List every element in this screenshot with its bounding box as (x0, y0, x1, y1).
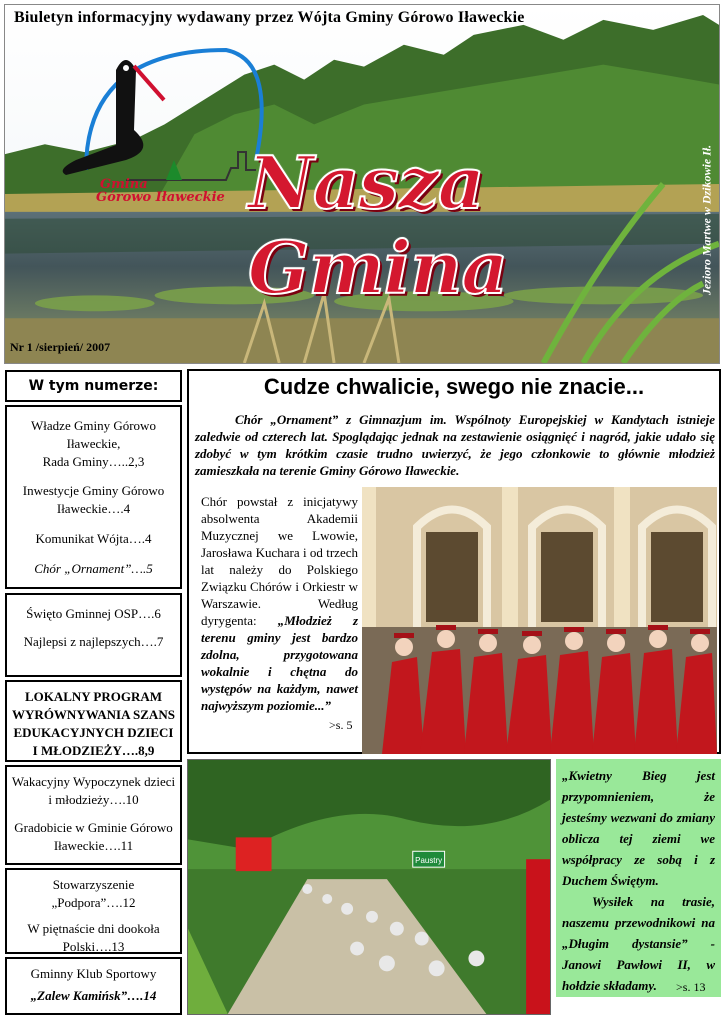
toc-section (5, 680, 182, 762)
toc-entry[interactable]: W piętnaście dni dookoła Polski….13 (27, 921, 160, 954)
toc-entry[interactable]: Święto Gminnej OSP….6 (26, 606, 161, 621)
toc-section (5, 868, 182, 954)
logo-wordmark (96, 178, 256, 204)
choir-photo (362, 487, 717, 754)
toc-entry[interactable]: LOKALNY PROGRAM WYRÓWNYWANIA SZANS EDUKACYJNYCH DZIECI I MŁODZIEŻY….8,9 (12, 689, 175, 758)
article-lead: Chór „Ornament” z Gimnazjum im. Wspólnoty Europejskiej w Kandytach istnieje zaledwie od czterech lat. Spoglądając jednak na zestawienie osiągnięć i nagród, jakie udało się zdobyć w tym krótkim czasie trudno uwierzyć, że jego członkowie to głównie młodzież zamieszkała na terenie Gminy Górowo Iławeckie. (195, 412, 715, 478)
toc-entry[interactable]: Stowarzyszenie „Podpora”….12 (51, 877, 136, 910)
masthead: Biuletyn informacyjny wydawany przez Wójta Gminy Górowo Iławeckie (14, 9, 525, 26)
run-quote: „Kwietny Bieg jest przypomnieniem, że jesteśmy wezwani do zmiany oblicza tej ziemi we współpracy ze sobą i z Duchem Świętym. (562, 768, 715, 888)
brand-title: Nasza Gmina (248, 140, 508, 310)
run-photo (187, 759, 551, 1015)
toc-entry[interactable]: Komunikat Wójta….4 (35, 531, 152, 546)
article-quote: „Młodzież z terenu gminy jest bardzo zdolna, przygotowana wokalnie i chętna do występów na każdym, nawet najwyższym poziomie...” (201, 613, 359, 713)
logo-line-1: Gmina (100, 177, 148, 192)
article-headline: Cudze chwalicie, swego nie znacie... (263, 374, 645, 399)
toc-entry[interactable]: Rada Gminy…..2,3 (42, 454, 145, 469)
toc-section (5, 957, 182, 1015)
toc-entry[interactable]: Inwestycje Gminy Górowo Iławeckie….4 (22, 483, 165, 516)
run-page-ref[interactable]: >s. 13 (676, 980, 706, 994)
article-panel (187, 369, 721, 754)
toc-entry[interactable]: Chór „Ornament”….5 (34, 561, 153, 576)
run-quote-text (562, 765, 715, 996)
logo-line-2: Górowo Iławeckie (96, 190, 225, 205)
side-caption-text: Jezioro Martwe w Dzikowie Ił. (699, 144, 714, 296)
toc-section (5, 474, 182, 589)
side-caption (697, 100, 717, 340)
toc-entry[interactable]: „Zalew Kamińsk”….14 (30, 988, 157, 1003)
toc-entry[interactable]: Gradobicie w Gminie Górowo Iławeckie….11 (14, 820, 173, 853)
toc-entry[interactable]: Najlepsi z najlepszych….7 (23, 634, 164, 649)
issue-number: Nr 1 /sierpień/ 2007 (10, 340, 111, 354)
toc-entry[interactable]: Gminny Klub Sportowy (30, 966, 157, 981)
toc-section (5, 593, 182, 677)
article-body-text: Chór powstał z inicjatywy absolwenta Akademii Muzycznej we Lwowie, Jarosława Kuchara i od trzech lat należy do Polskiego Związku Chórów i Orkiestr w Warszawie. Według dyrygenta: (201, 494, 358, 628)
article-body (201, 493, 358, 714)
article-page-ref[interactable]: >s. 5 (329, 718, 353, 732)
toc-section (5, 765, 182, 865)
toc-heading: W tym numerze: (5, 370, 182, 402)
road-sign-text: Paustry (415, 856, 443, 866)
run-quote-box (556, 759, 721, 997)
toc-entry[interactable]: Wakacyjny Wypoczynek dzieci i młodzieży….10 (11, 774, 176, 807)
run-dedication: Wysiłek na trasie, naszemu przewodnikowi na „Długim dystansie” - Janowi Pawłowi II, w hołdzie składamy. (562, 894, 715, 993)
toc-entry[interactable]: Władze Gminy Górowo Iławeckie, (31, 418, 156, 451)
